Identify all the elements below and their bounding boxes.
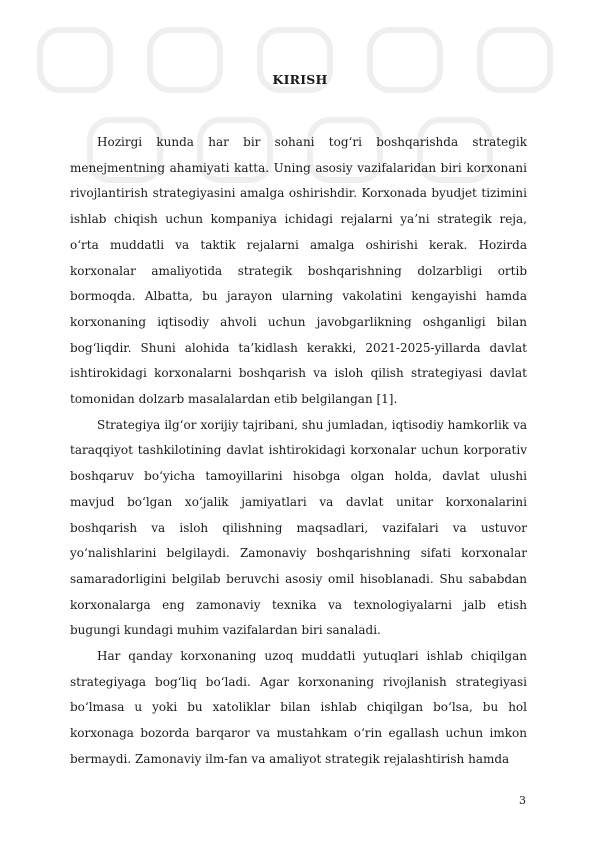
paragraph-3: Har qanday korxonaning uzoq muddatli yutuqlari ishlab chiqilgan strategiyaga bog‘liq bo‘ladi. Agar korxonaning rivojlanish strategiyasi bo‘lmasa u yoki bu xatoliklar bilan ishlab chiqilgan bo‘lsa, bu hol korxonaga bozorda barqaror va mustahkam o‘rin egallash uchun imkon bermaydi. Zamonaviy ilm-fan va amaliyot strategik rejalashtirish hamda [70,649,527,766]
page-title: KIRISH [272,72,328,87]
paragraph-2: Strategiya ilg‘or xorijiy tajribani, shu jumladan, iqtisodiy hamkorlik va taraqqiyot tashkilotining davlat ishtirokidagi korxonalar uchun korporativ boshqaruv bo‘yicha tamoyillarini hisobga olgan holda, davlat ulushi mavjud bo‘lgan xo‘jalik jamiyatlari va davlat unitar korxonalarini boshqarish va isloh qilishning maqsadlari, vazifalari va ustuvor yo‘nalishlarini belgilaydi. Zamonaviy boshqarishning sifati korxonalar samaradorligini belgilab beruvchi asosiy omil hisoblanadi. Shu sababdan korxonalarga eng zamonaviy texnika va texnologiyalarni jalb etish bugungi kundagi muhim vazifalardan biri sanaladi. [70,417,527,638]
text-body [70,130,527,773]
paragraph-1: Hozirgi kunda har bir sohani tog‘ri boshqarishda strategik menejmentning ahamiyati katta. Uning asosiy vazifalaridan biri korxonani rivojlantirish strategiyasini amalga oshirishdir. Korxonada byudjet tizimini ishlab chiqish uchun kompaniya ichidagi rejalarni ya’ni strategik reja, o‘rta muddatli va taktik rejalarni amalga oshirishi kerak. Hozirda korxonalar amaliyotida strategik boshqarishning dolzarbligi ortib bormoqda. Albatta, bu jarayon ularning vakolatini kengayishi hamda korxonaning iqtisodiy ahvoli uchun javobgarlikning oshganligi bilan bog‘liqdir. Shuni alohida ta’kidlash kerakki, 2021-2025-yillarda davlat ishtirokidagi korxonalarni boshqarish va isloh qilish strategiyasi davlat tomonidan dolzarb masalalardan etib belgilangan [1]. [70,135,527,407]
page-number: 3 [519,794,526,807]
